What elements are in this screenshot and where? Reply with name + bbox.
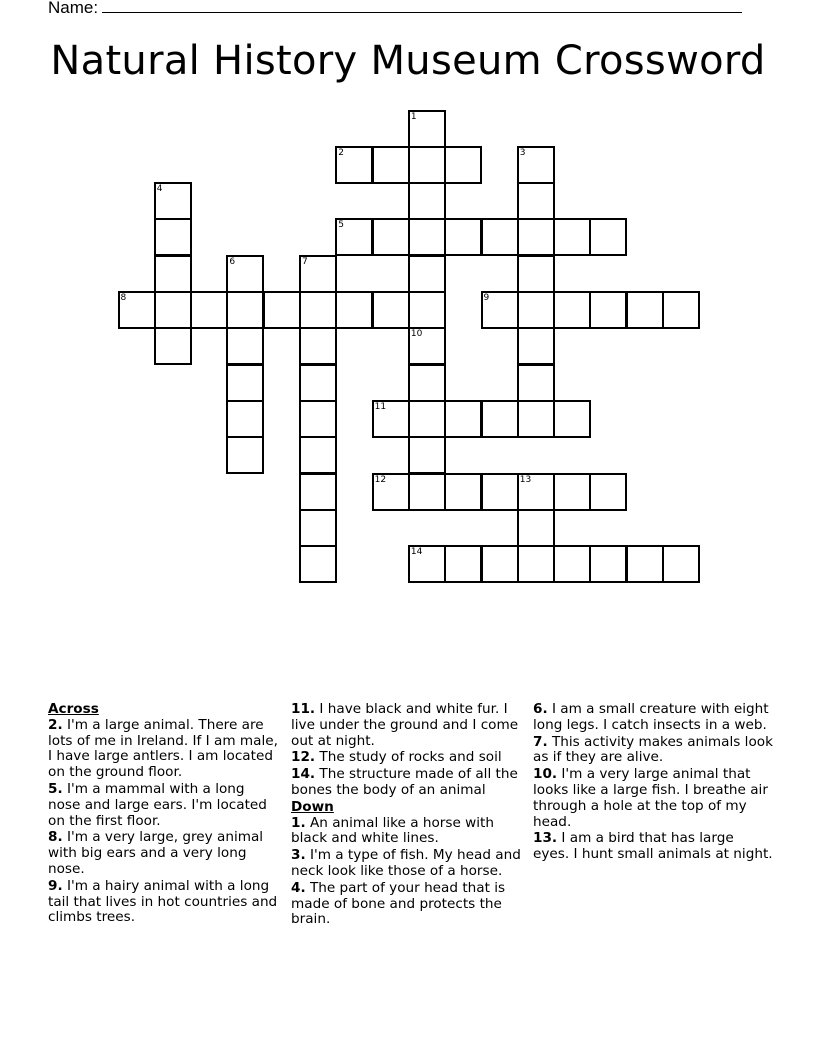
crossword-cell[interactable] (553, 545, 591, 583)
crossword-cell[interactable] (226, 291, 264, 329)
cell-number: 1 (410, 111, 417, 122)
clue-down-13 (533, 831, 773, 863)
clue-number: 1. (291, 814, 306, 831)
clue-text: I am a small creature with eight long legs. I catch insects in a web. (533, 701, 769, 733)
clue-down-3 (291, 848, 527, 880)
crossword-cell[interactable] (589, 545, 627, 583)
clue-down-4 (291, 881, 527, 928)
crossword-cell[interactable] (408, 436, 446, 474)
crossword-cell[interactable] (517, 473, 555, 511)
crossword-cell[interactable] (517, 400, 555, 438)
crossword-cell[interactable] (481, 400, 519, 438)
crossword-cell[interactable] (481, 545, 519, 583)
crossword-cell[interactable] (299, 473, 337, 511)
crossword-cell[interactable] (372, 400, 410, 438)
crossword-cell[interactable] (589, 218, 627, 256)
clue-number: 4. (291, 879, 306, 896)
crossword-cell[interactable] (444, 473, 482, 511)
crossword-cell[interactable] (299, 545, 337, 583)
crossword-cell[interactable] (335, 291, 373, 329)
cell-number: 8 (120, 293, 127, 303)
crossword-cell[interactable] (408, 364, 446, 402)
crossword-cell[interactable] (372, 146, 410, 184)
crossword-cell[interactable] (299, 364, 337, 402)
crossword-cell[interactable] (408, 400, 446, 438)
cell-number: 13 (519, 474, 532, 485)
crossword-cell[interactable] (154, 255, 192, 293)
down-heading: Down (291, 798, 334, 815)
crossword-cell[interactable] (517, 218, 555, 256)
crossword-cell[interactable] (517, 291, 555, 329)
crossword-cell[interactable] (626, 291, 664, 329)
crossword-cell[interactable] (190, 291, 228, 329)
clue-across-9 (48, 879, 280, 926)
crossword-cell[interactable] (408, 255, 446, 293)
crossword-cell[interactable] (444, 400, 482, 438)
clue-down-10 (533, 767, 773, 830)
clue-number: 12. (291, 749, 316, 766)
clue-text: I have black and white fur. I live under the ground and I come out at night. (291, 701, 519, 749)
clue-number: 8. (48, 829, 63, 846)
clue-across-5 (48, 782, 280, 829)
clue-number: 3. (291, 847, 306, 864)
cell-number: 6 (229, 256, 236, 267)
clue-down-6 (533, 702, 773, 734)
clue-across-8 (48, 830, 280, 877)
crossword-cell[interactable] (299, 509, 337, 547)
page-title: Natural History Museum Crossword (50, 38, 766, 84)
clue-number: 6. (533, 701, 548, 717)
crossword-cell[interactable] (408, 545, 446, 583)
crossword-cell[interactable] (408, 110, 446, 148)
crossword-cell[interactable] (517, 182, 555, 220)
crossword-cell[interactable] (553, 291, 591, 329)
crossword-cell[interactable] (299, 436, 337, 474)
crossword-cell[interactable] (517, 255, 555, 293)
crossword-cell[interactable] (226, 436, 264, 474)
clue-text: This activity makes animals look as if they are alive. (533, 733, 773, 766)
clue-down-1 (291, 816, 527, 848)
clue-number: 5. (48, 780, 63, 797)
crossword-cell[interactable] (481, 218, 519, 256)
crossword-cell[interactable] (372, 291, 410, 329)
crossword-cell[interactable] (226, 400, 264, 438)
crossword-cell[interactable] (553, 400, 591, 438)
crossword-cell[interactable] (408, 146, 446, 184)
clue-text: I'm a very large animal that looks like a large fish. I breathe air through a hole at the top of my head. (533, 766, 768, 830)
crossword-cell[interactable] (263, 291, 301, 329)
clue-across-11 (291, 702, 527, 749)
crossword-cell[interactable] (553, 218, 591, 256)
crossword-cell[interactable] (517, 327, 555, 365)
clue-text: I'm a mammal with a long nose and large ears. I'm located on the first floor. (48, 780, 267, 829)
crossword-cell[interactable] (662, 291, 700, 329)
crossword-cell[interactable] (154, 291, 192, 329)
crossword-cell[interactable] (299, 327, 337, 365)
cell-number: 9 (483, 293, 490, 303)
crossword-cell[interactable] (589, 473, 627, 511)
crossword-cell[interactable] (226, 364, 264, 402)
cell-number: 2 (338, 147, 345, 158)
crossword-cell[interactable] (517, 545, 555, 583)
clues-column-2 (291, 702, 527, 929)
crossword-cell[interactable] (408, 218, 446, 256)
crossword-cell[interactable] (154, 218, 192, 256)
crossword-cell[interactable] (226, 255, 264, 293)
cell-number: 4 (156, 184, 163, 195)
crossword-cell[interactable] (299, 291, 337, 329)
crossword-cell[interactable] (408, 473, 446, 511)
crossword-cell[interactable] (335, 218, 373, 256)
clue-across-12 (291, 750, 527, 766)
crossword-cell[interactable] (299, 400, 337, 438)
clues-column-3 (533, 702, 773, 864)
crossword-cell[interactable] (444, 545, 482, 583)
crossword-cell[interactable] (517, 509, 555, 547)
name-label: Name: (48, 0, 99, 17)
clue-text: The part of your head that is made of bone and protects the brain. (291, 879, 506, 928)
cell-number: 11 (374, 401, 387, 412)
crossword-cell[interactable] (662, 545, 700, 583)
clue-number: 9. (48, 877, 63, 894)
crossword-cell[interactable] (481, 291, 519, 329)
across-heading: Across (48, 701, 99, 717)
clue-text: The study of rocks and soil (319, 749, 502, 766)
clue-text: I am a bird that has large eyes. I hunt small animals at night. (533, 830, 773, 863)
clue-text: I'm a type of fish. My head and neck look like those of a horse. (291, 847, 521, 879)
clue-across-2 (48, 718, 280, 781)
clue-across-14 (291, 767, 527, 799)
crossword-cell[interactable] (481, 473, 519, 511)
clue-number: 7. (533, 733, 548, 750)
crossword-cell[interactable] (372, 473, 410, 511)
crossword-cell[interactable] (553, 473, 591, 511)
crossword-cell[interactable] (372, 218, 410, 256)
cell-number: 7 (302, 256, 308, 267)
crossword-cell[interactable] (408, 327, 446, 365)
crossword-cell[interactable] (226, 327, 264, 365)
clue-text: An animal like a horse with black and white lines. (291, 814, 494, 847)
crossword-cell[interactable] (589, 291, 627, 329)
clue-number: 13. (533, 830, 558, 847)
clue-text: I'm a large animal. There are lots of me in Ireland. If I am male, I have large antlers. I am located on the ground floor. (48, 716, 278, 781)
crossword-cell[interactable] (626, 545, 664, 583)
clue-number: 11. (291, 701, 316, 717)
crossword-cell[interactable] (408, 291, 446, 329)
cell-number: 12 (374, 474, 387, 485)
clues-column-1 (48, 702, 280, 927)
crossword-cell[interactable] (517, 146, 555, 184)
crossword-cell[interactable] (444, 146, 482, 184)
crossword-cell[interactable] (408, 182, 446, 220)
cell-number: 14 (410, 547, 423, 558)
crossword-cell[interactable] (335, 146, 373, 184)
clue-text: I'm a hairy animal with a long tail that lives in hot countries and climbs trees. (48, 877, 278, 926)
crossword-cell[interactable] (299, 255, 337, 293)
crossword-cell[interactable] (517, 364, 555, 402)
clue-number: 10. (533, 766, 558, 783)
clue-number: 14. (291, 766, 316, 783)
crossword-cell[interactable] (118, 291, 156, 329)
clue-text: I'm a very large, grey animal with big ears and a very long nose. (48, 829, 264, 877)
clue-down-7 (533, 735, 773, 767)
crossword-cell[interactable] (444, 218, 482, 256)
crossword-cell[interactable] (154, 182, 192, 220)
cell-number: 10 (410, 329, 423, 340)
clue-text: The structure made of all the bones the body of an animal (291, 766, 518, 798)
cell-number: 3 (519, 147, 526, 158)
crossword-cell[interactable] (154, 327, 192, 365)
cell-number: 5 (338, 220, 345, 231)
clue-number: 2. (48, 716, 63, 733)
